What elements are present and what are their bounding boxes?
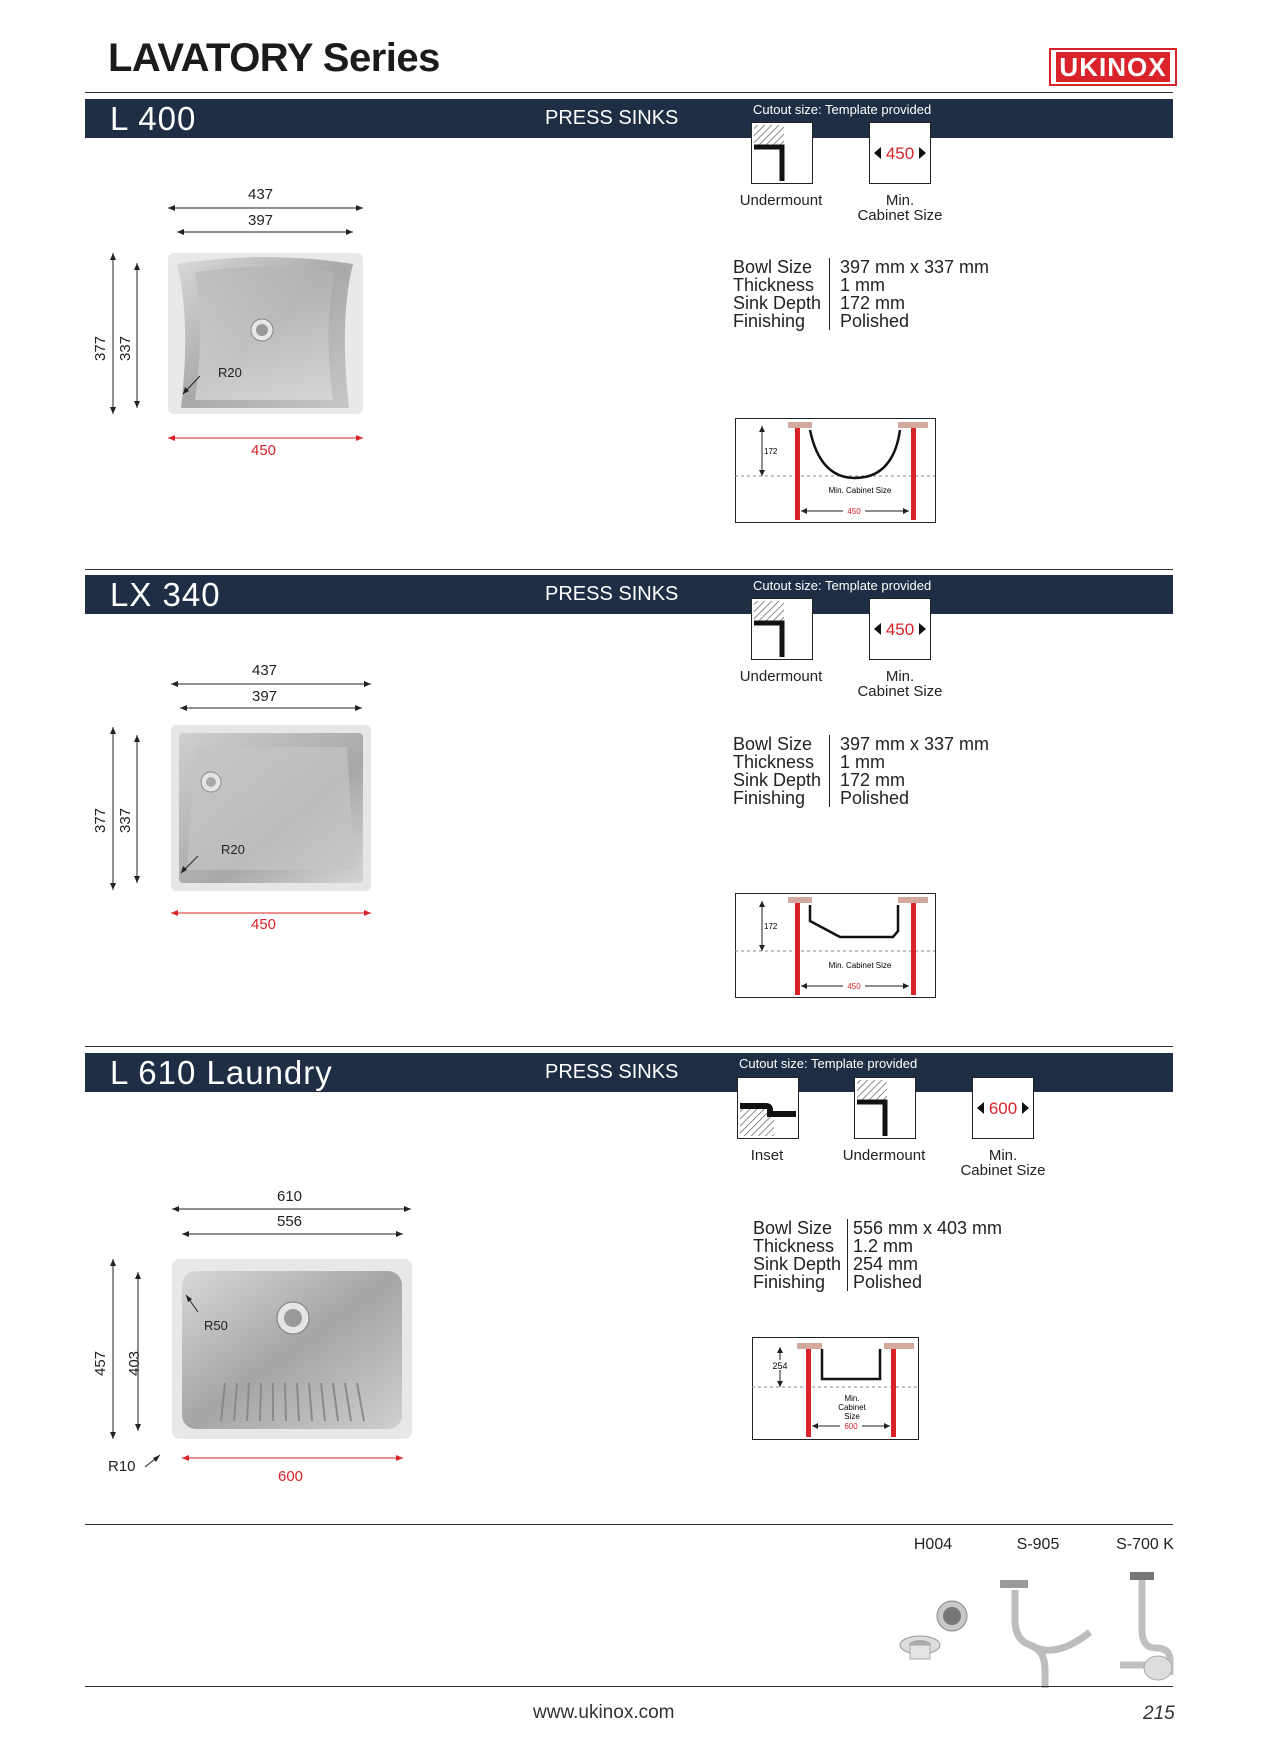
cutout-title: Cutout size: Template provided [753,102,932,117]
mount-option-label: Undermount [739,668,823,685]
dim-cabinet-width: 450 [251,916,277,933]
min-cabinet-value: 450 [885,620,915,639]
footer-divider [85,1686,1173,1687]
section-cabinet: 450 [847,982,861,991]
dim-inner-height: 403 [126,1350,144,1377]
dim-inner-height: 337 [117,807,135,834]
section-divider [85,1524,1173,1525]
section-cabinet-label-2: Cabinet [838,1403,866,1412]
section-cabinet: 450 [847,507,861,516]
brand-logo-inox: INOX [1098,52,1167,82]
dim-outer-height: 377 [92,335,110,362]
mount-option-label: Undermount [842,1147,926,1164]
product-bar-l400 [85,99,1173,138]
mount-option-label: Inset [750,1147,784,1164]
spec-keys: Bowl Size Thickness Sink Depth Finishing [733,258,830,330]
min-cabinet-label: Min. Cabinet Size [960,1147,1046,1179]
spec-values: 397 mm x 337 mm 1 mm 172 mm Polished [840,257,990,331]
brand-logo [1049,48,1177,86]
section-divider [85,569,1173,570]
inset-icon [737,1077,799,1139]
model-name: LX 340 [110,576,221,613]
undermount-icon [854,1077,916,1139]
dim-inner-width: 397 [248,212,274,229]
dim-outer-height: 457 [92,1350,110,1377]
dim-outer-height: 377 [92,807,110,834]
section-depth: 172 [764,447,778,456]
dim-outer-width: 437 [252,662,278,679]
footer-url[interactable]: www.ukinox.com [533,1702,675,1723]
category-label: PRESS SINKS [545,1061,679,1083]
header-divider [85,92,1173,93]
dim-cabinet-width: 600 [278,1468,304,1485]
dim-radius: R20 [218,365,242,380]
brand-logo-uk: UK [1059,52,1099,82]
min-cabinet-value: 600 [988,1099,1018,1118]
section-depth: 254 [772,1361,788,1371]
page-number: 215 [1143,1703,1175,1724]
spec-keys: Bowl Size Thickness Sink Depth Finishing [733,735,830,807]
mount-option-label: Undermount [739,192,823,209]
section-diagram-l610 [752,1337,920,1441]
section-cabinet-label-3: Size [844,1412,860,1421]
spec-values: 556 mm x 403 mm 1.2 mm 254 mm Polished [853,1218,1003,1292]
section-divider [85,1046,1173,1047]
min-cabinet-icon [869,598,931,660]
spec-keys: Bowl Size Thickness Sink Depth Finishing [753,1219,848,1291]
dim-inner-width: 397 [252,688,278,705]
section-cabinet: 600 [844,1422,858,1431]
min-cabinet-value: 450 [885,144,915,163]
dim-outer-width: 610 [277,1188,303,1205]
dim-radius: R50 [204,1318,228,1333]
h004-strainer-icon [900,1601,967,1659]
section-depth: 172 [764,922,778,931]
undermount-icon [751,122,813,184]
spec-values: 397 mm x 337 mm 1 mm 172 mm Polished [840,734,990,808]
cutout-title: Cutout size: Template provided [739,1056,918,1071]
sink-drawing-lx340 [85,655,385,935]
accessory-images [880,1560,1180,1690]
dim-inner-height: 337 [117,335,135,362]
cutout-title: Cutout size: Template provided [753,578,932,593]
section-diagram-l400 [735,418,937,524]
dim-corner-radius: R10 [108,1458,136,1475]
undermount-icon [751,598,813,660]
model-name: L 400 [110,100,197,137]
category-label: PRESS SINKS [545,583,679,605]
min-cabinet-label: Min. Cabinet Size [857,192,943,224]
min-cabinet-icon [972,1077,1034,1139]
model-name: L 610 Laundry [110,1054,333,1091]
accessory-label: H004 [913,1536,953,1553]
sink-drawing-l400 [85,180,385,460]
dim-inner-width: 556 [277,1213,303,1230]
product-bar-lx340 [85,575,1173,614]
sink-drawing-l610 [85,1185,445,1485]
s905-waste-trap-icon [1015,1590,1090,1688]
min-cabinet-label: Min. Cabinet Size [857,668,943,700]
category-label: PRESS SINKS [545,107,679,129]
page-title: LAVATORY Series [108,36,440,80]
section-diagram-lx340 [735,893,937,999]
dim-outer-width: 437 [248,186,274,203]
section-cabinet-label: Min. Cabinet Size [828,486,892,495]
dim-radius: R20 [221,842,245,857]
accessory-label: S-905 [1016,1536,1060,1553]
section-cabinet-label-1: Min. [844,1394,860,1403]
accessory-label: S-700 K [1116,1536,1174,1553]
section-cabinet-label: Min. Cabinet Size [828,961,892,970]
dim-cabinet-width: 450 [251,442,277,459]
min-cabinet-icon [869,122,931,184]
